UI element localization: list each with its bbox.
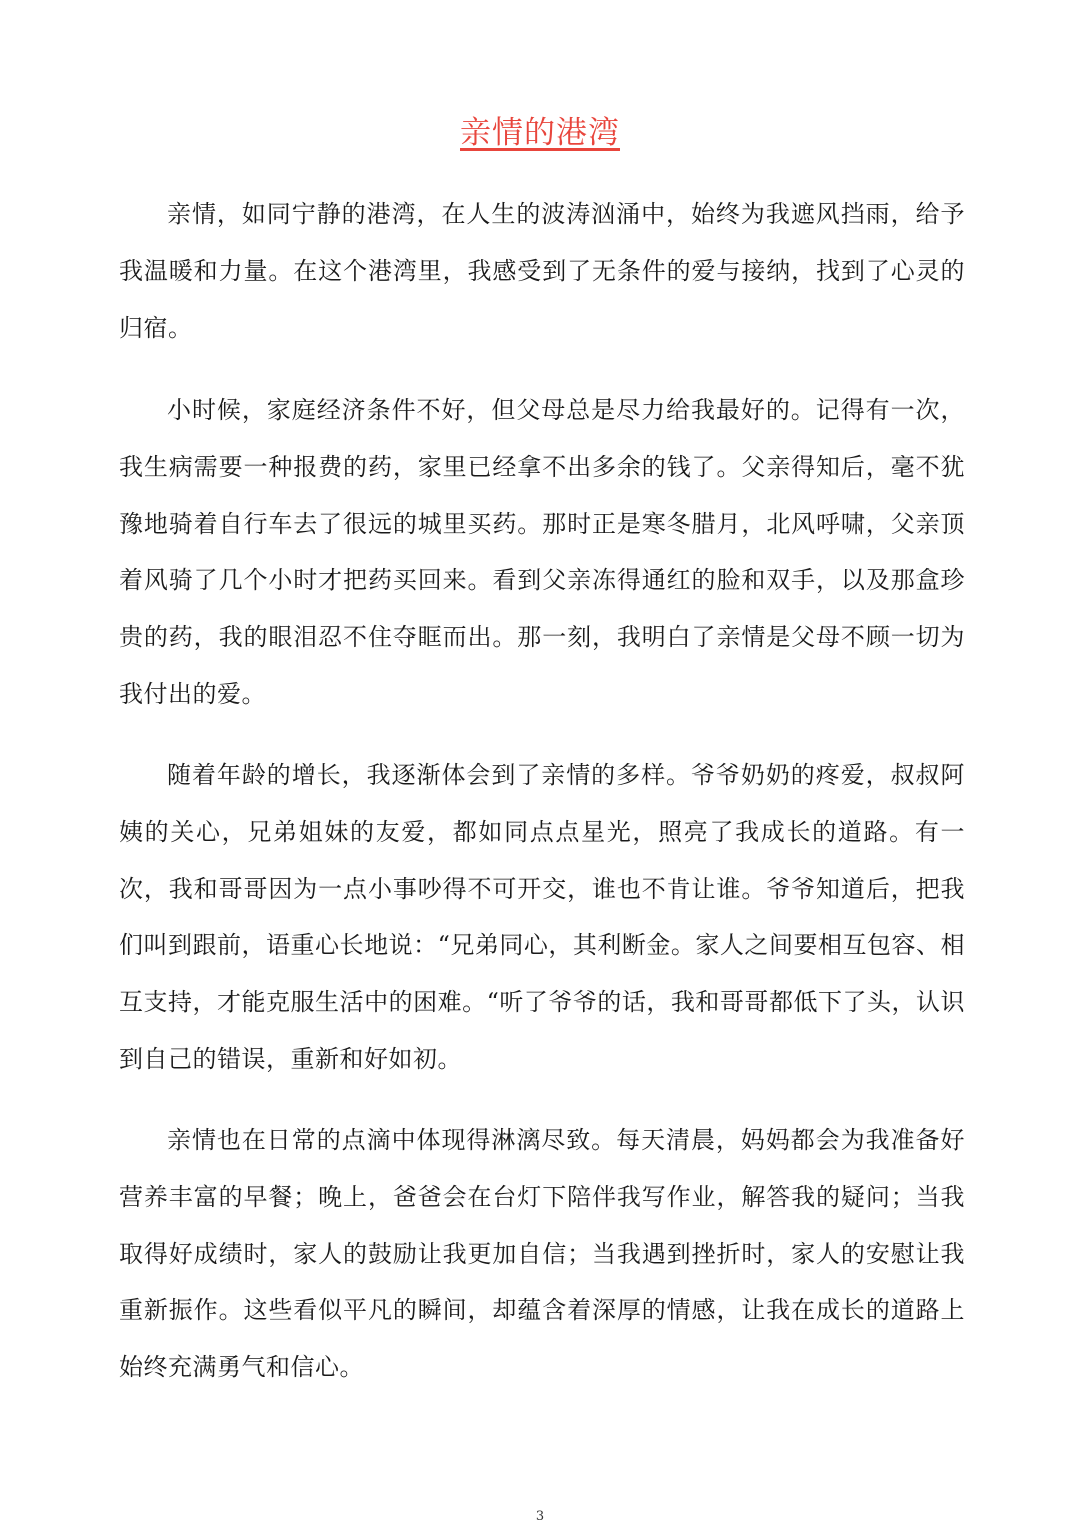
page-number: 3 [535,1509,545,1524]
paragraph-4: 亲情也在日常的点滴中体现得淋漓尽致。每天清晨，妈妈都会为我准备好营养丰富的早餐；晚上，爸爸会在台灯下陪伴我写作业，解答我的疑问；当我取得好成绩时，家人的鼓励让我更加自信；当我遇到挫折时，家人的安慰让我重新振作。这些看似平凡的瞬间，却蕴含着深厚的情感，让我在成长的道路上始终充满勇气和信心。 [119,1126,965,1382]
paragraph-1: 亲情，如同宁静的港湾，在人生的波涛汹涌中，始终为我遮风挡雨，给予我温暖和力量。在这个港湾里，我感受到了无条件的爱与接纳，找到了心灵的归宿。 [119,200,965,342]
paragraph-3: 随着年龄的增长，我逐渐体会到了亲情的多样。爷爷奶奶的疼爱，叔叔阿姨的关心，兄弟姐妹的友爱，都如同点点星光，照亮了我成长的道路。有一次，我和哥哥因为一点小事吵得不可开交，谁也不肯让谁。爷爷知道后，把我们叫到跟前，语重心长地说：“兄弟同心，其利断金。家人之间要相互包容、相互支持，才能克服生活中的困难。“听了爷爷的话，我和哥哥都低下了头，认识到自己的错误，重新和好如初。 [119,761,965,1073]
paragraph-2: 小时候，家庭经济条件不好，但父母总是尽力给我最好的。记得有一次，我生病需要一种报费的药，家里已经拿不出多余的钱了。父亲得知后，毫不犹豫地骑着自行车去了很远的城里买药。那时正是寒冬腊月，北风呼啸，父亲顶着风骑了几个小时才把药买回来。看到父亲冻得通红的脸和双手，以及那盒珍贵的药，我的眼泪忍不住夺眶而出。那一刻，我明白了亲情是父母不顾一切为我付出的爱。 [119,396,965,708]
page-title: 亲情的港湾 [460,115,620,151]
